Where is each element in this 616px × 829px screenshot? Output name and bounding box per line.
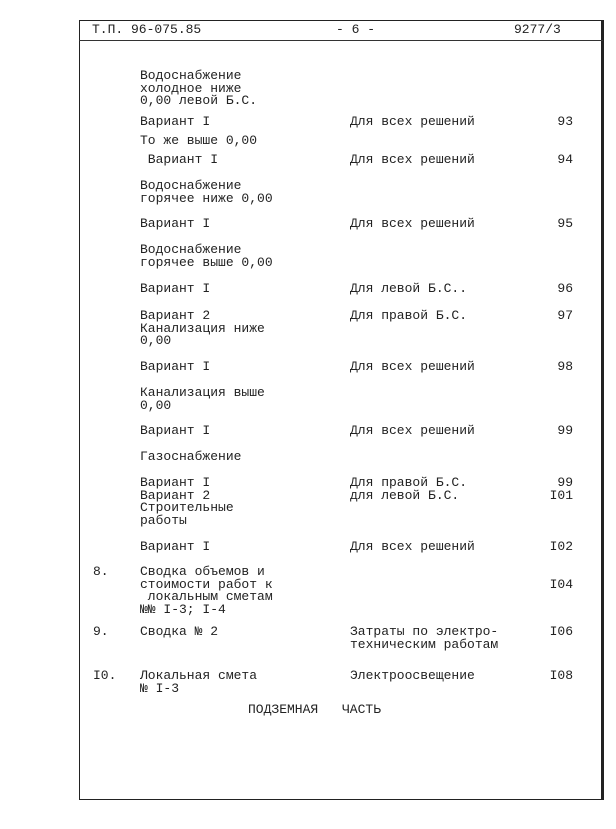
item-note bbox=[350, 477, 467, 502]
item-note bbox=[350, 283, 467, 296]
item-title-line: Канализация выше bbox=[140, 385, 265, 400]
item-title bbox=[140, 387, 265, 412]
item-title-line: локальным сметам bbox=[140, 589, 273, 604]
item-page bbox=[550, 477, 573, 502]
item-page bbox=[557, 425, 573, 438]
item-title-line: Вариант I bbox=[140, 216, 211, 231]
item-page-line: I06 bbox=[549, 624, 573, 639]
item-note-line: Для всех решений bbox=[350, 216, 475, 231]
header-divider bbox=[79, 40, 603, 41]
item-title bbox=[140, 477, 234, 527]
item-note-line: Затраты по электро- bbox=[350, 624, 499, 639]
item-title-line: Газоснабжение bbox=[140, 449, 242, 464]
item-number-line: 8. bbox=[93, 564, 109, 579]
document-number: 9277/3 bbox=[514, 22, 561, 37]
item-number-line: 9. bbox=[93, 624, 109, 639]
item-note-line: Для всех решений bbox=[350, 359, 475, 374]
item-title bbox=[140, 244, 273, 269]
item-title bbox=[140, 451, 241, 464]
item-title-line: №№ I-3; I-4 bbox=[140, 601, 226, 617]
item-note-line: Для всех решений bbox=[350, 114, 475, 129]
item-page bbox=[550, 670, 573, 683]
item-title-line: Вариант I bbox=[140, 359, 211, 374]
item-number-line: I0. bbox=[93, 668, 117, 683]
item-page-line: I08 bbox=[549, 668, 573, 683]
item-page bbox=[557, 116, 573, 129]
item-title bbox=[140, 283, 210, 296]
item-number bbox=[93, 566, 109, 579]
item-page bbox=[550, 566, 573, 591]
item-title-line: Вариант I bbox=[140, 539, 211, 554]
item-note-line: Электроосвещение bbox=[350, 668, 475, 683]
item-page-line: I01 bbox=[549, 487, 573, 503]
item-page-line: 99 bbox=[557, 475, 573, 490]
item-title bbox=[140, 180, 273, 205]
item-note bbox=[350, 541, 475, 554]
item-page-line: 99 bbox=[557, 423, 573, 438]
item-page-line: 97 bbox=[557, 308, 573, 323]
item-title-line: 0,00 bbox=[140, 333, 172, 348]
item-page bbox=[557, 310, 573, 323]
item-title-line: Вариант 2 bbox=[140, 308, 211, 323]
item-title-line: холодное ниже bbox=[140, 80, 242, 96]
item-title bbox=[140, 541, 210, 554]
item-number bbox=[93, 626, 109, 639]
item-title-line: Вариант I bbox=[140, 152, 219, 167]
item-page-line: 94 bbox=[557, 152, 573, 167]
item-page bbox=[557, 154, 573, 167]
item-title bbox=[140, 116, 210, 129]
item-title-line: Вариант I bbox=[140, 475, 211, 490]
item-title-line: работы bbox=[140, 512, 187, 528]
item-title-line: Локальная смета bbox=[140, 668, 258, 683]
item-title-line: Водоснабжение bbox=[140, 68, 242, 83]
item-title bbox=[140, 218, 210, 231]
item-page bbox=[557, 283, 573, 296]
item-note bbox=[350, 626, 498, 651]
item-title bbox=[140, 626, 218, 639]
item-title-line: Вариант 2 bbox=[140, 487, 211, 503]
item-title-line: 0,00 левой Б.С. bbox=[140, 93, 258, 108]
item-page-line: 95 bbox=[557, 216, 573, 231]
item-page bbox=[550, 541, 573, 554]
item-title-line: Строительные bbox=[140, 500, 234, 515]
item-number bbox=[93, 670, 116, 683]
item-page bbox=[557, 361, 573, 374]
item-note bbox=[350, 154, 475, 167]
page-number: - 6 - bbox=[336, 22, 376, 37]
item-page-line: I02 bbox=[549, 539, 573, 554]
item-note bbox=[350, 361, 475, 374]
item-title bbox=[140, 70, 257, 108]
item-title-line: Вариант I bbox=[140, 423, 211, 438]
item-title bbox=[140, 425, 210, 438]
item-title bbox=[140, 361, 210, 374]
section-title-word2: ЧАСТЬ bbox=[342, 702, 382, 717]
item-title-line: Водоснабжение bbox=[140, 178, 242, 193]
item-page-line: I04 bbox=[549, 576, 573, 592]
item-title bbox=[140, 566, 273, 616]
item-title-line: Водоснабжение bbox=[140, 242, 242, 257]
item-title bbox=[140, 310, 265, 348]
item-title-line: горячее выше 0,00 bbox=[140, 254, 273, 270]
item-title-line: Сводка № 2 bbox=[140, 624, 219, 639]
item-title-line: горячее ниже 0,00 bbox=[140, 190, 273, 206]
item-title-line: Сводка объемов и bbox=[140, 564, 265, 579]
item-title-line: № I-3 bbox=[140, 680, 180, 696]
item-note-line: Для левой Б.С.. bbox=[350, 281, 468, 296]
document-code: Т.П. 96-075.85 bbox=[92, 22, 202, 37]
item-note-line: техническим работам bbox=[350, 636, 499, 652]
item-title bbox=[140, 670, 257, 695]
item-title bbox=[140, 135, 257, 148]
item-note-line: Для правой Б.С. bbox=[350, 475, 468, 490]
item-note-line: Для всех решений bbox=[350, 423, 475, 438]
item-note-line: Для всех решений bbox=[350, 152, 475, 167]
item-note bbox=[350, 670, 475, 683]
item-page-line: 93 bbox=[557, 114, 573, 129]
item-note-line: для левой Б.С. bbox=[350, 487, 460, 503]
item-title-line: стоимости работ к bbox=[140, 576, 273, 592]
item-note bbox=[350, 425, 475, 438]
item-title bbox=[140, 154, 218, 167]
item-note bbox=[350, 218, 475, 231]
item-page-line: 98 bbox=[557, 359, 573, 374]
item-note-line: Для правой Б.С. bbox=[350, 308, 468, 323]
item-title-line: 0,00 bbox=[140, 397, 172, 413]
item-note-line: Для всех решений bbox=[350, 539, 475, 554]
item-page bbox=[550, 626, 573, 639]
item-title-line: Вариант I bbox=[140, 114, 211, 129]
item-title-line: Канализация ниже bbox=[140, 320, 265, 336]
item-page-line: 96 bbox=[557, 281, 573, 296]
section-title-word1: ПОДЗЕМНАЯ bbox=[248, 702, 319, 717]
item-note bbox=[350, 310, 467, 323]
item-note bbox=[350, 116, 475, 129]
item-page bbox=[557, 218, 573, 231]
item-title-line: Вариант I bbox=[140, 281, 211, 296]
item-title-line: То же выше 0,00 bbox=[140, 133, 258, 148]
